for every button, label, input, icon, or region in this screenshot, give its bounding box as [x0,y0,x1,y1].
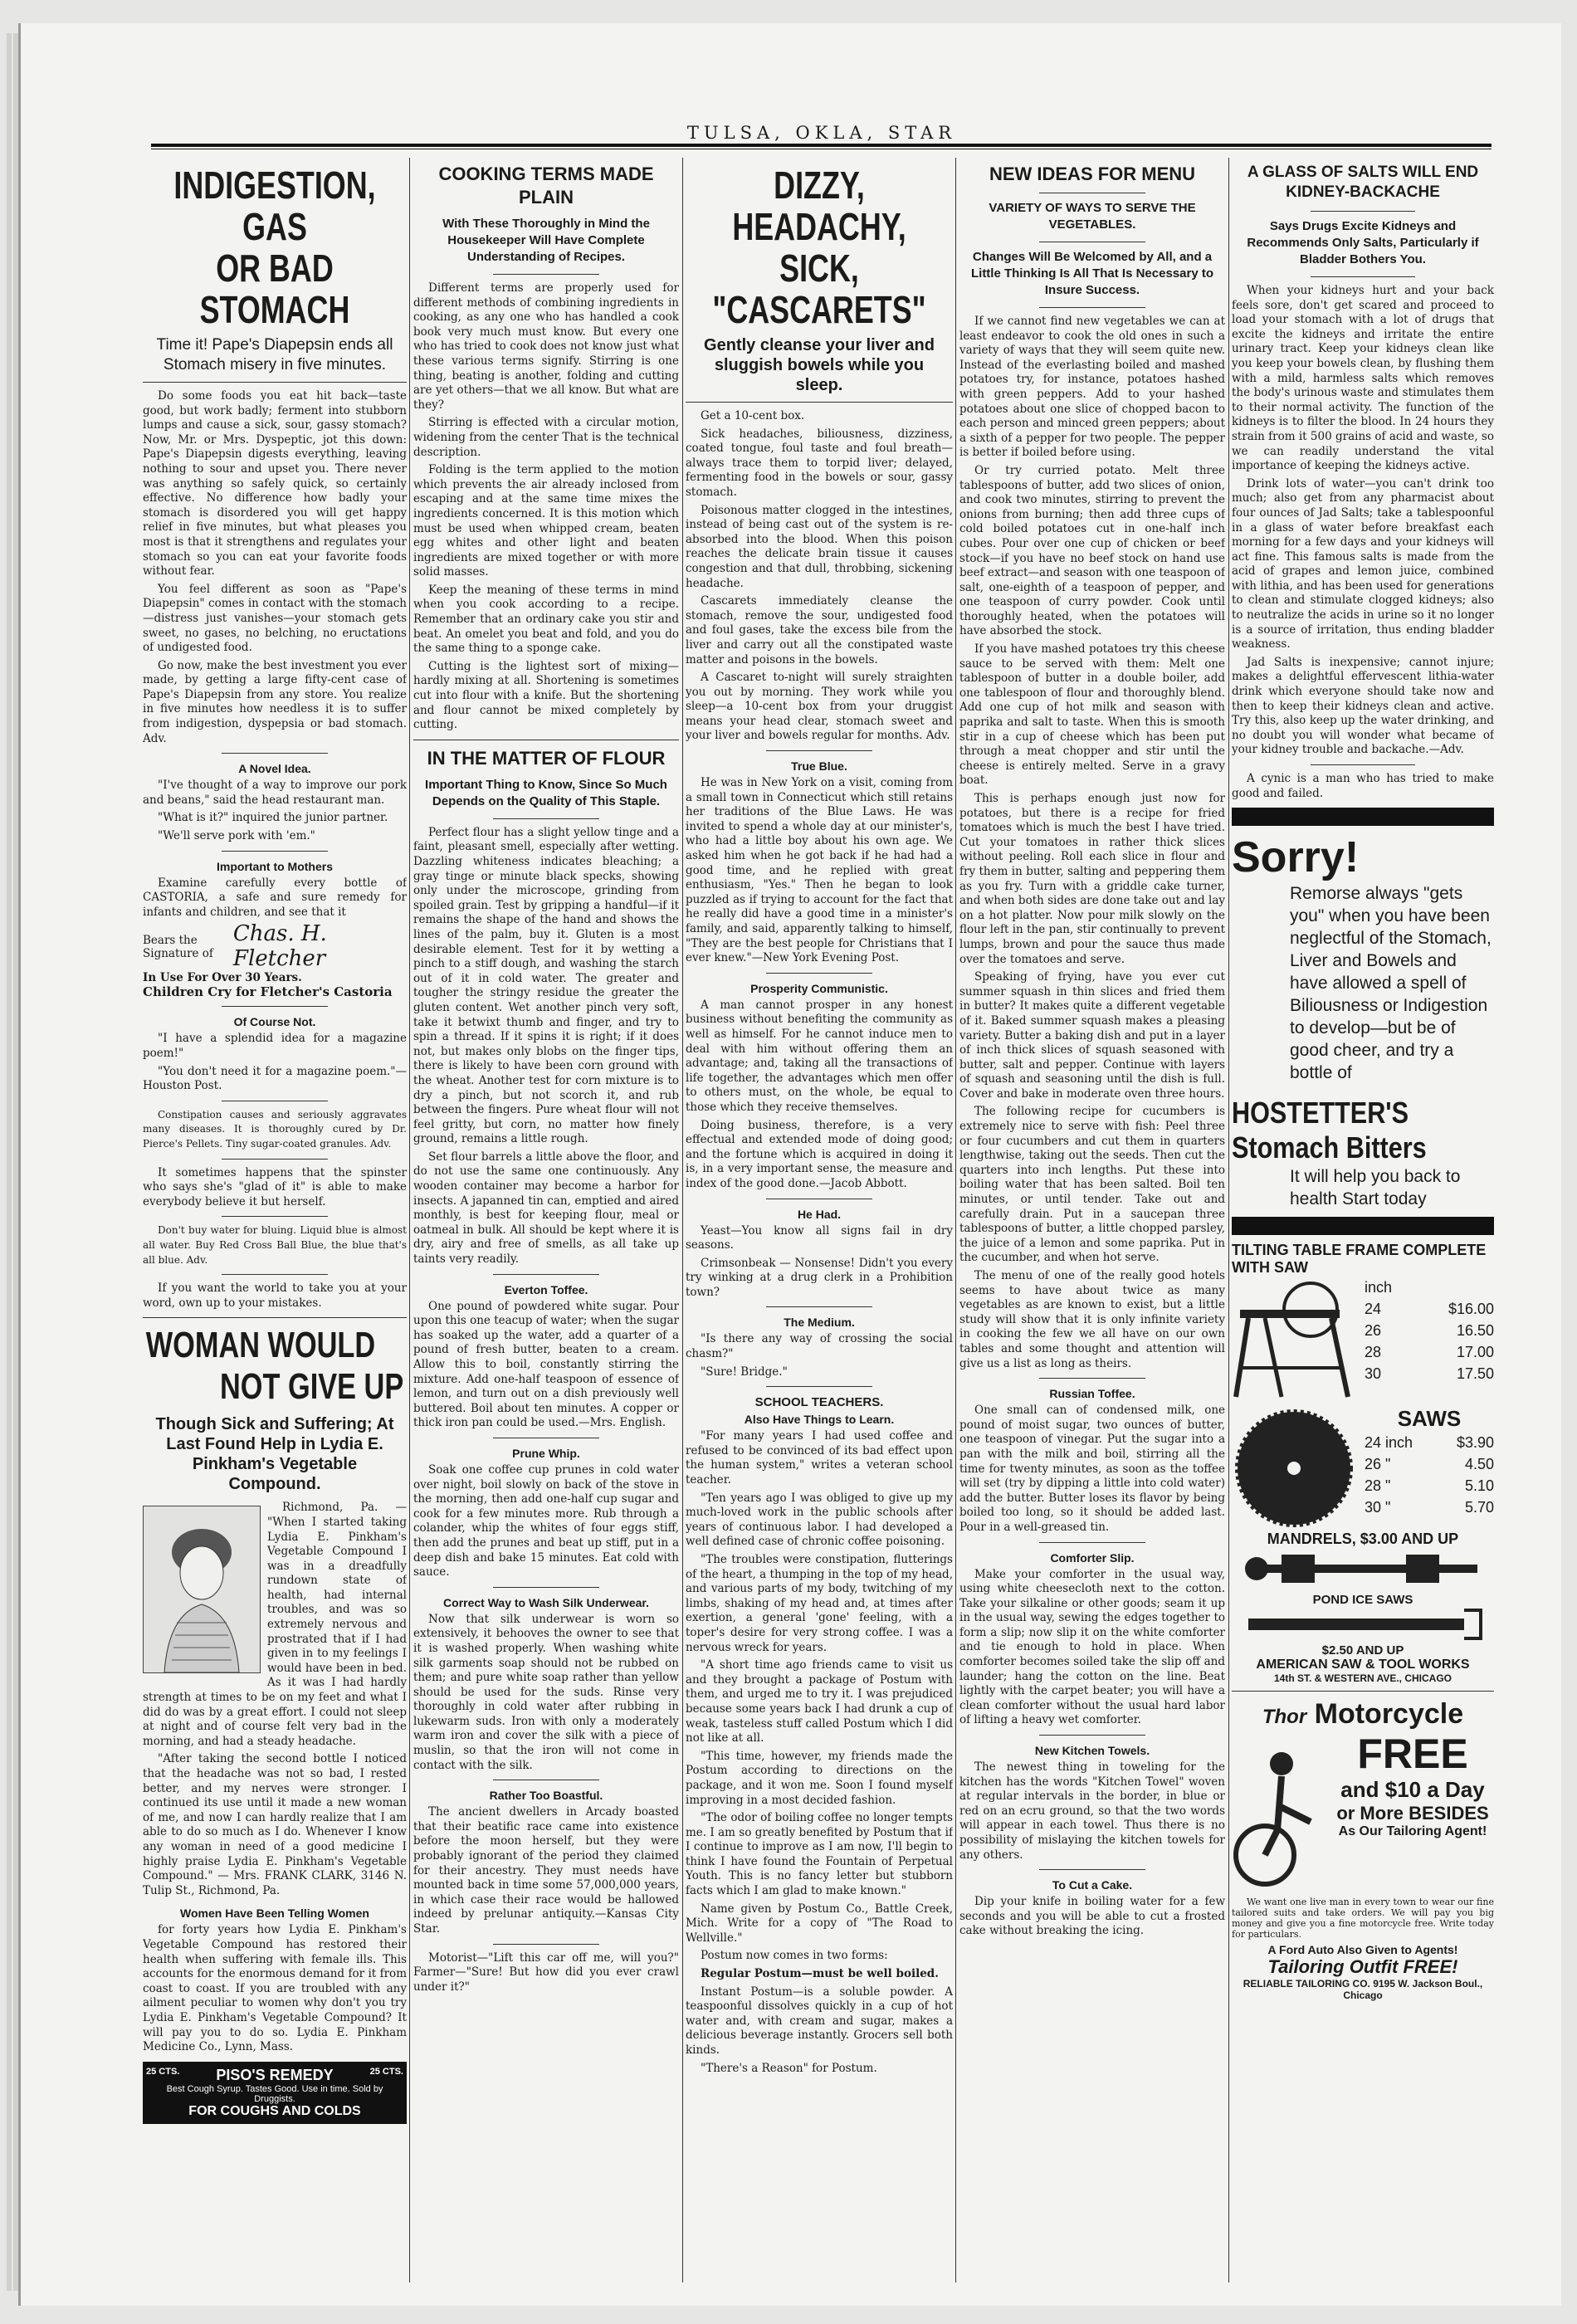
article-paragraph: "Is there any way of crossing the social chasm?" [686,1332,953,1361]
article-paragraph: "The troubles were constipation, flutterings of the heart, a thumping in the top of my head, and various parts of my body, twitching of my limbs, shaking of my head and, at times after exertion, a general 'gone' feeling, with a toper's desire for very strong coffee. I was a nervous wreck for years. [686,1553,953,1654]
ad-bar [1232,808,1494,826]
article-paragraph: "You don't need it for a magazine poem."—Houston Post. [143,1064,407,1093]
price-value: 16.50 [1456,1322,1494,1340]
article-paragraph: Postum now comes in two forms: [701,1949,888,1963]
price-size: 28 [1365,1344,1382,1361]
divider [1311,764,1415,765]
hostetter-ad [1232,832,1494,1210]
article-paragraph: Dip your knife in boiling water for a few seconds and you will be able to cut a frosted cake without breaking the icing. [959,1895,1225,1938]
divider [222,851,327,852]
subhead: Prune Whip. [512,1446,580,1460]
divider [493,1944,599,1945]
page-edge [7,33,12,2291]
article-paragraph: Folding is the term applied to the motion which prevents the air already inclosed from escaping and at the same time mixes the ingredients concerned. It is this motion which must be used when whipped cream, beaten egg whites and other light and beaten ingredients are mixed together or with more solid masses. [413,463,679,579]
circular-saw-icon [1232,1406,1356,1531]
column-1 [143,158,407,2124]
article-paragraph: "Ten years ago I was obliged to give up my much-loved work in the public schools after years of continuous labor. I had developed a well defined case of chronic coffee poisoning. [686,1491,953,1549]
price-row [1365,1475,1494,1496]
divider [493,274,599,275]
price-size: 26 " [1365,1456,1391,1473]
saws-row [1232,1406,1494,1531]
motorcycle-icon [1232,1731,1331,1897]
article-paragraph: for forty years how Lydia E. Pinkham's Vegetable Compound has restored their health when suffering with female ills. This accounts for the enormous demand for it from coast to coast. If you are troubled with any ailment peculiar to women why don't you try Lydia E. Pinkham's Vegetable Compound? It will pay you to do so. Lydia E. Pinkham Medicine Co., Lynn, Mass. [143,1923,407,2054]
article-paragraph: Different terms are properly used for different methods of combining ingredients in cooking, as any one who has handled a cook book very much must know. But every one who has tried to cook does not know just what these various terms signify. Stirring is one thing, beating is another, folding and cutting are yet others—that we all know. But what are they? [413,281,679,412]
headline-line: INDIGESTION, GAS [173,164,376,248]
article-paragraph: Examine carefully every bottle of CASTORIA, a safe and sure remedy for infants and children, and see that it [143,876,407,919]
article-paragraph: One pound of powdered white sugar. Pour upon this one teacup of water; when the sugar has soaked up the water, add a quarter of a pound of fresh butter, beaten to a cream. Allow this to boil, constantly stirring the mixture. Add one-half teaspoon of essence of lemon, and turn out on a dish previously well buttered. Boil about ten minutes. A copper or thick iron pan could be used.—Mrs. English. [413,1299,679,1430]
article-paragraph: If you want the world to take you at your word, own up to your mistakes. [143,1282,407,1310]
article-paragraph: "Sure! Bridge." [701,1365,788,1379]
moto-body [1232,1731,1494,1897]
price-value: 4.50 [1464,1456,1494,1473]
article-paragraph: One small can of condensed milk, one pound of moist sugar, two ounces of butter, one teaspoon of vinegar. Put the sugar into a pan with the milk and boil, stirring all the time for twenty minutes, as soon as the toffee will set (try by dipping a little into cold water) add the butter. Butter loses its flavor by being boiled too long, so it should be added last. Pour in a well-greased tin. [959,1404,1225,1534]
masthead-rule [151,144,1492,149]
column-rule [682,158,683,2282]
divider [222,1274,327,1275]
article-paragraph: Keep the meaning of these terms in mind when you cook according to a recipe. Remember that an ordinary cake you stir and beat. An omelet you beat and fold, and you do the same thing to a sponge cake. [413,583,679,656]
article-paragraph: Perfect flour has a slight yellow tinge and a faint, pleasant smell, especially after wetting. Dazzling whiteness indicates bleaching; a gray tinge or minute black specks, showing only under the microscope, grinding from spoiled grain. Test by gripping a handful—if it remains the shape of the hand and shows the lines of the palm, buy it. Gluten is a most desirable element. Test for it by wetting a pinch to a stiff dough, and washing the starch out of it in cold water. The greater and tougher the stringy residue the greater the gluten content. Wet another pinch very soft, take it betwixt thumb and finger, and try to spin a thread. If it spins it is right; if it does not, but makes only blobs on the finger tips, there is likely to have been corn ground with the wheat. Another test for corn mixture is to dry a pinch, but not scorch it, and rub between the fingers. Pure wheat flour will not feel gritty, but corn, no matter how finely ground, remains a little rough. [413,825,679,1146]
article-paragraph: Cascarets immediately cleanse the stomach, remove the sour, undigested food and foul gases, take the excess bile from the liver and carry out all the constipated waste matter and poisons in the bowels. [686,594,953,666]
moto-free: FREE [1357,1731,1468,1778]
hostetter-text: It will help you back to health Start today [1290,1167,1461,1209]
price-size: 24 [1365,1301,1382,1318]
portrait-image [143,1506,261,1673]
article-paragraph: If we cannot find new vegetables we can at least endeavor to cook the old ones in such a variety of ways that they will seem quite new. Instead of the everlasting boiled and mashed potatoes try, for instance, potatoes hashed with green peppers. Add to your hashed potatoes about one slice of chopped bacon to each person and minced green peppers; about a sixth of a pepper for two people. The pepper is better if boiled before using. [959,315,1225,460]
article-paragraph: Crimsonbeak — Nonsense! Didn't you every try winking at a drug clerk in a Prohibition town? [686,1256,953,1299]
moto-more: or More BESIDES [1336,1803,1489,1824]
subhead: Prosperity Communistic. [750,981,888,995]
castoria-signature-row [143,923,407,971]
divider [493,818,599,819]
price-size: 24 inch [1365,1434,1413,1452]
price-row [1365,1432,1494,1453]
price-value: 17.50 [1456,1365,1494,1383]
saws-price-list [1365,1406,1494,1531]
deck-flour: Important Thing to Know, Since So Much Depends on the Quality of This Staple. [425,777,667,808]
article-paragraph: Get a 10-cent box. [701,409,805,422]
deck-menu: VARIETY OF WAYS TO SERVE THE VEGETABLES. [989,201,1196,232]
divider [1039,307,1145,308]
article-paragraph: Stirring is effected with a circular motion, widening from the center That is the technical description. [413,416,679,459]
price-size: 26 [1365,1322,1382,1340]
price-row [1365,1453,1494,1475]
price-row [1365,1496,1494,1518]
article-paragraph: A cynic is a man who has tried to make good and failed. [1232,772,1494,800]
article-paragraph: Or try curried potato. Melt three tablespoons of butter, add two slices of onion, and cook two minutes, stirring to prevent the onions from burning; then add three cups of cold boiled potatoes cut in one-half inch cubes. Pour over one cup of chicken or beef stock—if you have no beef stock on hand use beef extract—and season with one teaspoon of salt, one-eighth of a teaspoon of pepper, and one teaspoon of curry powder. Cook until thoroughly heated, when the potatoes will have absorbed the stock. [959,463,1225,638]
divider [1039,1869,1145,1870]
price-value: 5.10 [1464,1477,1494,1495]
moto-brand: Thor [1262,1706,1307,1729]
piso-price: 25 CTS. [369,2066,403,2077]
headline-indigestion [146,164,403,330]
article-paragraph: Go now, make the best investment you ever made, by getting a large fifty-cent case of Pape's Diapepsin from any store. You realize in five minutes how needless it is to suffer from indigestion, dyspepsia or bad stomach. Adv. [143,658,407,745]
divider [1311,211,1415,212]
article-paragraph: "After taking the second bottle I noticed that the headache was not so bad, I rested better, and my nerves were stronger. I continued its use until it made a new woman of me, and now I can hardly realize that I am able to do so much as I do. Whenever I know any woman in need of a good medicine I highly praise Lydia E. Pinkham's Vegetable Compound." — Mrs. FRANK CLARK, 3146 N. Tulip St., Richmond, Pa. [143,1752,407,1897]
article-paragraph: The menu of one of the really good hotels seems to have about twice as many vegetables as are known to exist, but a little study will show that it is only infinite variety in cooking the few we all have on our own tables and some thought and attention will give us a list as long as theirs. [959,1269,1225,1370]
article-paragraph: It sometimes happens that the spinster who says she's "glad of it" is able to make everybody believe it but herself. [143,1165,407,1208]
pond-saw-price: $2.50 AND UP [1321,1643,1404,1658]
moto-title-row [1232,1698,1494,1731]
divider [766,750,873,751]
subhead: Everton Toffee. [504,1282,588,1296]
headline-salts: A GLASS OF SALTS WILL END KIDNEY-BACKACHE [1247,164,1479,201]
article-paragraph: "What is it?" inquired the junior partner. [158,811,388,825]
article-paragraph: This is perhaps enough just now for potatoes, but there is a recipe for fried tomatoes which is much the best I have tried. Cut your tomatoes in rather thick slices without peeling. Roll each slice in flour and fry them in butter, salting and peppering them as you fry. Turn with a griddle cake turner, and when both sides are done take out and lay on a hot platter. Now pour milk slowly on the flour left in the pan, stir continually to prevent lumps, brown and pour the sauce thus made over the tomatoes and serve. [959,792,1225,966]
headline-line: SICK, "CASCARETS" [712,247,926,331]
price-row [1365,1363,1494,1384]
price-row [1365,1320,1494,1341]
article-paragraph: You feel different as soon as "Pape's Diapepsin" comes in contact with the stomach—distress just vanishes—your stomach gets sweet, no gases, no belching, no eructations of undigested food. [143,582,407,655]
article-paragraph: The newest thing in toweling for the kitchen has the words "Kitchen Towel" woven at regular intervals in the border, in blue or red on an ecru ground, so that the two words will appear in each towel. Thus there is no possibility of mislaying the kitchen towels for any others. [959,1760,1225,1862]
article-paragraph: He was in New York on a visit, coming from a small town in Connecticut which still retains her traditions of the Blue Laws. He was invited to spend a whole day at our minister's, who had a little boy about his own age. We asked him when he got back if he had had a good time, and he replied with great enthusiasm, "Yes." Then he began to look puzzled as if trying to account for the fact that he really did have a good time in a minister's family, and said, apparently talking to himself, "They are the best people for Christians that I ever knew."—New York Evening Post. [686,776,953,965]
column-rule [409,158,410,2282]
subhead: Russian Toffee. [1049,1387,1135,1401]
pond-saw-text: POND ICE SAWS [1312,1593,1413,1608]
bears-text: Bears the Signature of [143,934,213,961]
saw-address: 14th ST. & WESTERN AVE., CHICAGO [1273,1672,1452,1685]
article-paragraph: A Cascaret to-night will surely straighten you out by morning. They work while you sleep—a 10-cent box from your druggist means your head clear, stomach sweet and your liver and bowels regular for months. Adv. [686,671,953,743]
divider [222,1006,327,1007]
divider [1039,1378,1145,1379]
sorry-heading: Sorry! [1232,833,1360,882]
saw-title: TILTING TABLE FRAME COMPLETE WITH SAW [1232,1242,1487,1277]
headline-cooking: COOKING TERMS MADE PLAIN [438,164,654,208]
subhead: New Kitchen Towels. [1034,1744,1150,1758]
ice-saw-icon [1232,1607,1494,1640]
price-header [1365,1277,1494,1298]
price-size: 30 [1365,1365,1382,1383]
moto-text [1331,1731,1494,1897]
headline-line: OR BAD STOMACH [199,247,350,331]
article-paragraph: Soak one coffee cup prunes in cold water over night, boil slowly on back of the stove in the morning, then add one-half cup sugar and cook for a few minutes more. Rub through a colander, whip the whites of four eggs stiff, then add the prunes and beat up stiff, put in a deep dish and bake 15 minutes. Eat cold with sauce. [413,1462,679,1579]
subhead: Women Have Been Telling Women [180,1907,369,1921]
piso-price: 25 CTS. [146,2066,180,2077]
article-paragraph: Don't buy water for bluing. Liquid blue is almost all water. Buy Red Cross Ball Blue, the blue that's all blue. Adv. [143,1224,407,1266]
article-paragraph: The following recipe for cucumbers is extremely nice to serve with fish: Peel three or four cucumbers and cut them in quarters lengthwise, taking out the seeds. Then cut the quarters into inch lengths. Put these into boiling water that has been salted. Boil ten minutes, or until tender. Take out and carefully drain. Put in a saucepan three tablespoons of butter, a little chopped parsley, the juice of a lemon and some paprika. Put in the cucumber, and when hot serve. [959,1105,1225,1265]
article-paragraph: Richmond, Pa. — "When I started taking Lydia E. Pinkham's Vegetable Compound I was in a dreadfully rundown state of health, had internal troubles, and was so extremely nervous and prostrated that if I had given in to my feelings I would have been in bed. As it was I had hardly strength at times to be on my feet and what I did do was by a great effort. I could not sleep at night and of course felt very bad in the morning, and had a steady headache. [143,1501,407,1748]
article-paragraph: Motorist—"Lift this car off me, will you?" Farmer—"Sure! But how did you ever crawl under it?" [413,1950,679,1994]
article-paragraph: Poisonous matter clogged in the intestines, instead of being cast out of the system is re-absorbed into the blood. When this poison reaches the delicate brain tissue it causes congestion and that dull, throbbing, sickening headache. [686,503,953,590]
price-size: 30 " [1365,1499,1391,1516]
article-paragraph: "I have a splendid idea for a magazine poem!" [143,1032,407,1060]
article-paragraph: Sick headaches, biliousness, dizziness, coated tongue, foul taste and foul breath—always trace them to torpid liver; delayed, fermenting food in the bowels or sour, gassy stomach. [686,427,953,499]
headline-dizzy [689,164,950,330]
article-paragraph: "For many years I had used coffee and refused to be convinced of its bad effect upon the human system," writes a veteran school teacher. [686,1429,953,1487]
moto-firm: RELIABLE TAILORING CO. 9195 W. Jackson Boul., Chicago [1243,1978,1483,2002]
subhead: Rather Too Boastful. [489,1789,603,1803]
article-paragraph: "I've thought of a way to improve our pork and beans," said the head restaurant man. [143,779,407,807]
saw-ad [1232,1242,1494,1684]
column-rule [1228,158,1229,2282]
divider [1039,1735,1145,1736]
woman-portrait-icon [144,1506,260,1672]
divider [222,753,327,754]
price-row [1365,1298,1494,1320]
divider [493,1587,599,1588]
subhead: Also Have Things to Learn. [744,1413,895,1427]
subhead: Comforter Slip. [1050,1550,1135,1565]
article-paragraph: Name given by Postum Co., Battle Creek, Mich. Write for a copy of "The Road to Wellville." [686,1902,953,1945]
column-4 [959,158,1225,1942]
divider [766,1386,873,1387]
article-paragraph: Yeast—You know all signs fail in dry seasons. [686,1223,953,1252]
saw-price-list [1365,1277,1494,1401]
headline-flour: IN THE MATTER OF FLOUR [427,747,666,769]
motorcycle-ad [1232,1698,1494,2001]
column-2 [413,158,679,1998]
article-paragraph: Instant Postum—is a soluble powder. A teaspoonful dissolves quickly in a cup of hot water and, with cream and sugar, makes a delicious beverage instantly. Grocers sell both kinds. [686,1985,953,2057]
subhead: True Blue. [791,759,847,774]
sorry-text: Remorse always "gets you" when you have been neglectful of the Stomach, Liver and Bowels and have allowed a spell of Biliousness or Indigestion to develop—but be of good cheer, and try a bottle of [1290,884,1492,1083]
divider [1232,1691,1494,1692]
mandrel-icon [1232,1548,1494,1589]
castoria-slogan: Children Cry for Fletcher's Castoria [143,984,393,1000]
article-paragraph: Cutting is the lightest sort of mixing—hardly mixing at all. Shortening is sometimes cut into flour with a knife. But the shortening and flour cannot be mixed completely by cutting. [413,659,679,732]
price-value: 5.70 [1464,1499,1494,1516]
deck-cascarets: Gently cleanse your liver and sluggish bowels while you sleep. [704,336,935,394]
article-paragraph: Doing business, therefore, is a very effectual and extended mode of doing good; and the fortune which is acquired in doing it is, in a very important sense, the measure and index of the good done.—Jacob Abbott. [686,1118,953,1190]
divider [493,1274,599,1275]
price-value: $16.00 [1448,1301,1494,1318]
moto-day: and $10 a Day [1340,1777,1485,1803]
masthead: TULSA, OKLA, STAR [686,123,957,143]
saw-table-icon [1232,1277,1356,1401]
price-value: $3.90 [1456,1434,1494,1452]
deck-menu-2: Changes Will Be Welcomed by All, and a Little Thinking Is All That Is Necessary to Insure Success. [970,250,1213,297]
subhead: Correct Way to Wash Silk Underwear. [443,1595,649,1609]
headline-line: WOMAN WOULD [145,1325,376,1366]
subhead: SCHOOL TEACHERS. [754,1395,884,1410]
article-paragraph: Speaking of frying, have you ever cut summer squash in thin slices and fried them in butter? It makes quite a different vegetable of it. Baked summer squash makes a pleasing variety. Butter a baking dish and put in a layer of inch thick slices of squash seasoned with butter, salt and pepper. Continue with layers of squash and seasoning until the dish is full. Cover and bake in moderate oven three hours. [959,970,1225,1101]
deck-pinkham: Though Sick and Suffering; At Last Found Help in Lydia E. Pinkham's Vegetable Compound. [155,1415,394,1494]
article-paragraph: Set flour barrels a little above the floor, and do not use the same one continuously. Any wooden container may become a harbor for insects. A japanned tin can, emptied and aired monthly, is best for keeping flour, meal or oatmeal in bulk. All should be kept where it is dry, airy and free of smells, as all take up taints very readily. [413,1150,679,1267]
headline-menu: NEW IDEAS FOR MENU [989,164,1196,184]
saw-table-row [1232,1277,1494,1401]
article-paragraph: Regular Postum—must be well boiled. [701,1967,939,1981]
divider [766,973,873,974]
signature: Chas. H. Fletcher [232,921,327,972]
article-paragraph: "This time, however, my friends made the Postum according to directions on the package, and it won me. Soon I found myself improving in a most decided fashion. [686,1749,953,1807]
piso-ad [143,2062,407,2124]
article-paragraph: Now that silk underwear is worn so extensively, it behooves the owner to see that it is washed properly. When washing white silk garments soap should not be rubbed on them; and pure white soap rather than yellow should be used for the suds. Rinse very thoroughly in cold water after rubbing in lukewarm suds. Iron with only a moderately warm iron and cover the silk with a piece of muslin, so that the iron will not come in contact with the silk. [413,1612,679,1772]
saw-company: AMERICAN SAW & TOOL WORKS [1256,1658,1470,1672]
article-paragraph: If you have mashed potatoes try this cheese sauce to be served with them: Melt one tablespoon of butter in a double boiler, add one tablespoon of flour and thoroughly blend. Add one cup of hot milk and season with paprika and salt to taste. When this is smooth stir in a cup of cheese which has been put through a meat chopper and stir until the cheese is entirely melted. Serve in a gravy boat. [959,642,1225,788]
subhead: The Medium. [784,1316,855,1330]
divider [1039,1542,1145,1543]
article-paragraph: "There's a Reason" for Postum. [701,2061,877,2075]
headline-line: DIZZY, HEADACHY, [732,164,906,248]
deck-pape: Time it! Pape's Diapepsin ends all Stomach misery in five minutes. [156,336,393,374]
ad-bar [1232,1217,1494,1235]
column-5 [1232,158,1494,2001]
article-paragraph: When your kidneys hurt and your back feels sore, don't get scared and proceed to load your stomach with a lot of drugs that excite the kidneys and irritate the entire urinary tract. Keep your kidneys clean like you keep your bowels clean, by flushing them with a mild, harmless salts which removes the body's urinous waste and stimulates them to their normal activity. The function of the kidneys is to filter the blood. In 24 hours they strain from it 500 grains of acid and waste, so we can readily understand the vital importance of keeping the kidneys active. [1232,284,1494,473]
deck-salts: Says Drugs Excite Kidneys and Recommends Only Salts, Particularly if Bladder Bothers You. [1247,219,1479,266]
moto-ford: A Ford Auto Also Given to Agents! [1267,1943,1458,1957]
saws-title: SAWS [1397,1406,1462,1432]
article-paragraph: Jad Salts is inexpensive; cannot injure; makes a delightful effervescent lithia-water drink which everyone should take now and then to keep their kidneys clean and active. Try this, also keep up the water drinking, and no doubt you will wonder what became of your kidney trouble and backache.—Adv. [1232,655,1494,757]
piso-sub: Best Cough Syrup. Tastes Good. Use in time. Sold by Druggists. [166,2083,383,2104]
divider [222,1216,327,1217]
hostetter-title: HOSTETTER'S [1232,1096,1409,1130]
article-paragraph: Constipation causes and seriously aggravates many diseases. It is thoroughly cured by Dr. Pierce's Pellets. Tiny sugar-coated granules. Adv. [143,1108,407,1150]
column-3 [686,158,953,2079]
article-paragraph: "A short time ago friends came to visit us and they brought a package of Postum with them, and urged me to try it. I was prejudiced because some years back I had drunk a cup of weak, tasteless stuff called Postum which I did not like at all. [686,1658,953,1745]
subhead: He Had. [797,1207,842,1221]
article-paragraph: Make your comforter in the usual way, using white cheesecloth next to the cotton. Take your silkaline or other goods; seam it up in the usual way, sewing the edges together to form a slip; now slip it on the white comforter and tie enough to hold in place. When comforter becomes soiled take the slip off and launder; hang the cotton on the line. Beat lightly with the carpet beater; you will have a clean comforter without the usual hard labor of lifting a heavy wet comforter. [959,1567,1225,1727]
divider [222,1159,327,1160]
headline-line: NOT GIVE UP [220,1366,404,1408]
divider [143,1317,407,1318]
column-rule [955,158,956,2282]
article-paragraph: Drink lots of water—you can't drink too much; also get from any pharmacist about four ounces of Jad Salts; take a tablespoonful in a glass of water before breakfast each morning for a few days and your kidneys will act fine. This famous salts is made from the acid of grapes and lemon juice, combined with lithia, and has been used for generations to clean and stimulate clogged kidneys; also to neutralize the acids in urine so it no longer is a source of irritation, thus ending bladder weakness. [1232,476,1494,652]
moto-agent: As Our Tailoring Agent! [1338,1824,1487,1839]
subhead: Important to Mothers [217,859,333,873]
subhead: A Novel Idea. [238,762,311,776]
article-paragraph: The ancient dwellers in Arcady boasted that their beatific race came into existence before the moon herself, but they were probably ignorant of the period they claimed for their ancestry. They must needs have mounted back in time some 57,000,000 years, in which case their race would be hallowed indeed by prelunar antiquity.—Kansas City Star. [413,1805,679,1936]
moto-title: Motorcycle [1314,1698,1464,1731]
subhead: Of Course Not. [233,1015,316,1029]
piso-foot: FOR COUGHS AND COLDS [188,2103,361,2118]
inch-label: inch [1365,1279,1393,1296]
moto-outfit: Tailoring Outfit FREE! [1267,1956,1458,1978]
divider [686,402,953,403]
price-value: 17.00 [1456,1344,1494,1361]
divider [1311,276,1415,277]
deck-cooking: With These Thoroughly in Mind the Housekeeper Will Have Complete Understanding of Recipes. [442,217,650,264]
mandrels-text: MANDRELS, $3.00 AND UP [1267,1531,1459,1548]
divider [766,1306,873,1307]
article-paragraph: "The odor of boiling coffee no longer tempts me. I am so greatly benefited by Postum that if I continue to improve as I am now, I'll begin to think I have found the Fountain of Perpetual Youth. This is no fancy letter but stubborn facts which I am glad to make known." [686,1811,953,1898]
subhead: To Cut a Cake. [1052,1878,1133,1892]
headline-woman [146,1325,403,1408]
hostetter-subtitle: Stomach Bitters [1232,1130,1427,1165]
piso-title: PISO'S REMEDY [216,2066,334,2083]
moto-fine-print: We want one live man in every town to wear our fine tailored suits and take orders. We will pay you big money and give you a fine motorcycle free. Write today for particulars. [1232,1897,1494,1941]
price-size: 28 " [1365,1477,1391,1495]
article-paragraph: "We'll serve pork with 'em." [158,829,315,843]
castoria-use: In Use For Over 30 Years. [143,971,302,985]
price-row [1365,1341,1494,1363]
article-paragraph: Do some foods you eat hit back—taste good, but work badly; ferment into stubborn lumps and cause a sick, sour, gassy stomach? Now, Mr. or Mrs. Dyspeptic, jot this down: Pape's Diapepsin digests everything, leaving nothing to sour and upset you. There never was anything so safely quick, so certainly effective. No difference how badly your stomach is disordered you will get happy relief in five minutes, but what pleases you most is that it strengthens and regulates your stomach so you can eat your favorite foods without fear. [143,389,407,579]
divider [143,382,407,383]
article-paragraph: A man cannot prosper in any honest business without benefiting the community as well as himself. For he cannot induce men to deal with him without offering them an advantage; and, taking all the transactions of life together, the advantages which men offer to others must, on the whole, be equal to those which they receive themselves. [686,998,953,1114]
